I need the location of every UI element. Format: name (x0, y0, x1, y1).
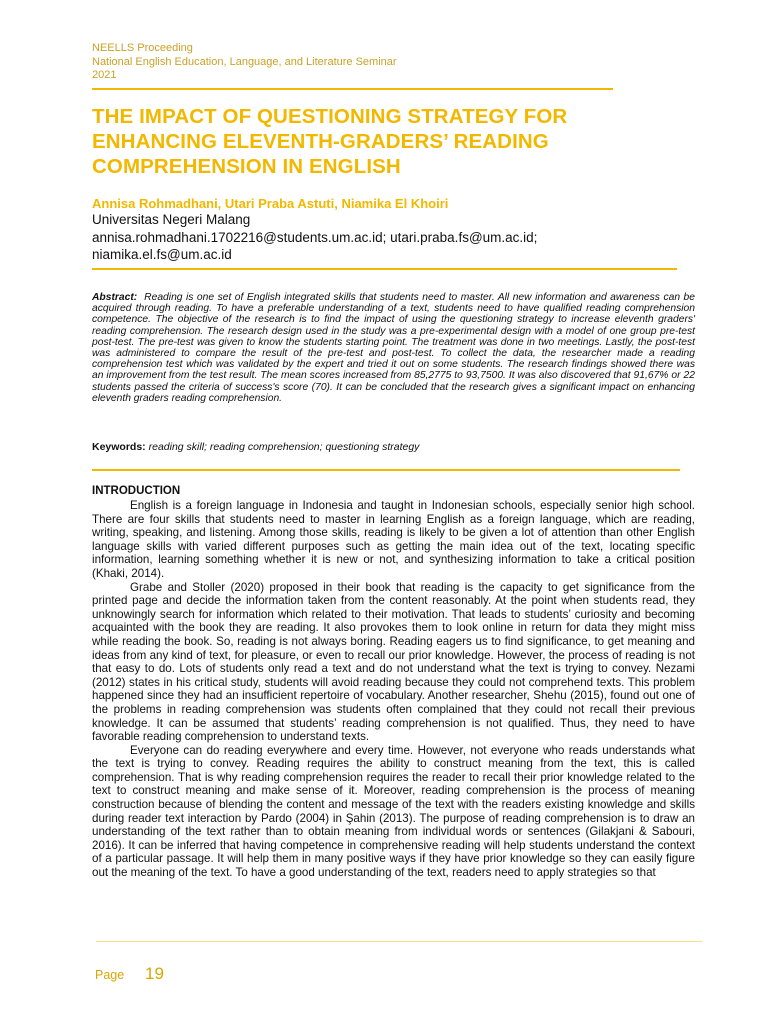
keywords-rule (92, 469, 680, 471)
author-emails-line-2: niamika.el.fs@um.ac.id (92, 247, 232, 262)
title-line-1: THE IMPACT OF QUESTIONING STRATEGY FOR (92, 105, 568, 128)
introduction-heading: INTRODUCTION (92, 485, 181, 497)
introduction-body (92, 499, 695, 880)
header-rule (92, 88, 613, 90)
university-name: Universitas Negeri Malang (92, 212, 251, 227)
keywords-label: Keywords: (92, 441, 146, 453)
keywords-block (92, 441, 419, 453)
page-number: 19 (145, 964, 164, 983)
paper-title (92, 104, 692, 179)
intro-paragraph: Grabe and Stoller (2020) proposed in their book that reading is the capacity to get significance from the printed page and decide the information taken from the content reasonably. At the point when students read, they unknowingly search for information which related to their motivation. That leads to students’ curiosity and becoming acquainted with the book they are reading. It also provokes them to look online in return for data they might miss while reading the book. So, reading is not always boring. Reading eagers us to find significance, to get meaning and ideas from any kind of text, for pleasure, or even to recall our prior knowledge. However, the process of reading is not that easy to do. Lots of students only read a text and do not understand what the text is trying to convey. Nezami (2012) states in his critical study, students will avoid reading because they could not comprehend texts. This problem happened since they had an insufficient repertoire of vocabulary. Another researcher, Shehu (2015), found out one of the problems in reading comprehension was students often complained that they could not recall their previous knowledge. It can be assumed that students’ reading comprehension is not qualified. Thus, they need to have favorable reading comprehension to understand texts. (92, 580, 695, 744)
title-line-2: ENHANCING ELEVENTH-GRADERS’ READING (92, 130, 549, 153)
footer-rule (96, 941, 702, 942)
affiliation-rule (92, 268, 677, 270)
author-emails-line-1: annisa.rohmadhani.1702216@students.um.ac.id; utari.praba.fs@um.ac.id; (92, 229, 538, 245)
affiliation-block (92, 211, 537, 264)
intro-paragraph: Everyone can do reading everywhere and every time. However, not everyone who reads understands what the text is trying to convey. Reading requires the ability to construct meaning from the text, this is called comprehension. That is why reading comprehension requires the reader to recall their prior knowledge related to the text to construct meaning and make sense of it. Moreover, reading comprehension is the process of meaning construction because of blending the content and message of the text with the readers existing knowledge and skills during reader text interaction by Pardo (2004) in Şahin (2013). The purpose of reading comprehension is to draw an understanding of the text rather than to obtain meaning from individual words or sentences (Gilakjani & Sabouri, 2016). It can be inferred that having competence in comprehensive reading will help students understand the context of a particular passage. It will help them in many positive ways if they have prior knowledge so they can easily figure out the meaning of the text. To have a good understanding of the text, readers need to apply strategies so that (92, 743, 695, 880)
header-year: 2021 (92, 69, 117, 81)
abstract-label: Abstract: (92, 292, 138, 303)
page-label: Page (95, 968, 125, 982)
header-proceeding-name: NEELLS Proceeding (92, 42, 193, 54)
author-list: Annisa Rohmadhani, Utari Praba Astuti, Niamika El Khoiri (92, 196, 449, 211)
abstract-block (92, 292, 695, 404)
title-line-3: COMPREHENSION IN ENGLISH (92, 155, 401, 178)
proceeding-header (92, 42, 652, 83)
intro-paragraph: English is a foreign language in Indonesia and taught in Indonesian schools, especially senior high school. There are four skills that students need to master in learning English as a foreign language, which are reading, writing, speaking, and listening. Among those skills, reading is likely to be given a lot of attention than other English language skills with varied different purposes such as getting the main idea out of the text, locating specific information, learning something whether it is new or not, and synthesizing information to take a critical position (Khaki, 2014). (92, 499, 695, 580)
keywords-text: reading skill; reading comprehension; questioning strategy (148, 441, 420, 453)
abstract-text: Reading is one set of English integrated skills that students need to master. All new information and awareness can be acquired through reading. To have a preferable understanding of a text, students need to have qualified reading comprehension competence. The objective of the research is to find the impact of using the questioning strategy to increase eleventh graders' reading comprehension. The research design used in the study was a pre-experimental design with a model of one group pre-test post-test. The pre-test was given to know the students starting point. The treatment was done in two meetings. Lastly, the post-test was administered to compare the result of the pre-test and post-test. To collect the data, the researcher made a reading comprehension test which was validated by the expert and tried it out on some students. The research findings showed there was an improvement from the test result. The mean scores increased from 85,2775 to 93,7500. It was also discovered that 91,67% or 22 students passed the criteria of success's score (70). It can be concluded that the research gives a significant impact on enhancing eleventh graders reading comprehension. (92, 292, 695, 404)
header-seminar-name: National English Education, Language, and Literature Seminar (92, 55, 397, 68)
